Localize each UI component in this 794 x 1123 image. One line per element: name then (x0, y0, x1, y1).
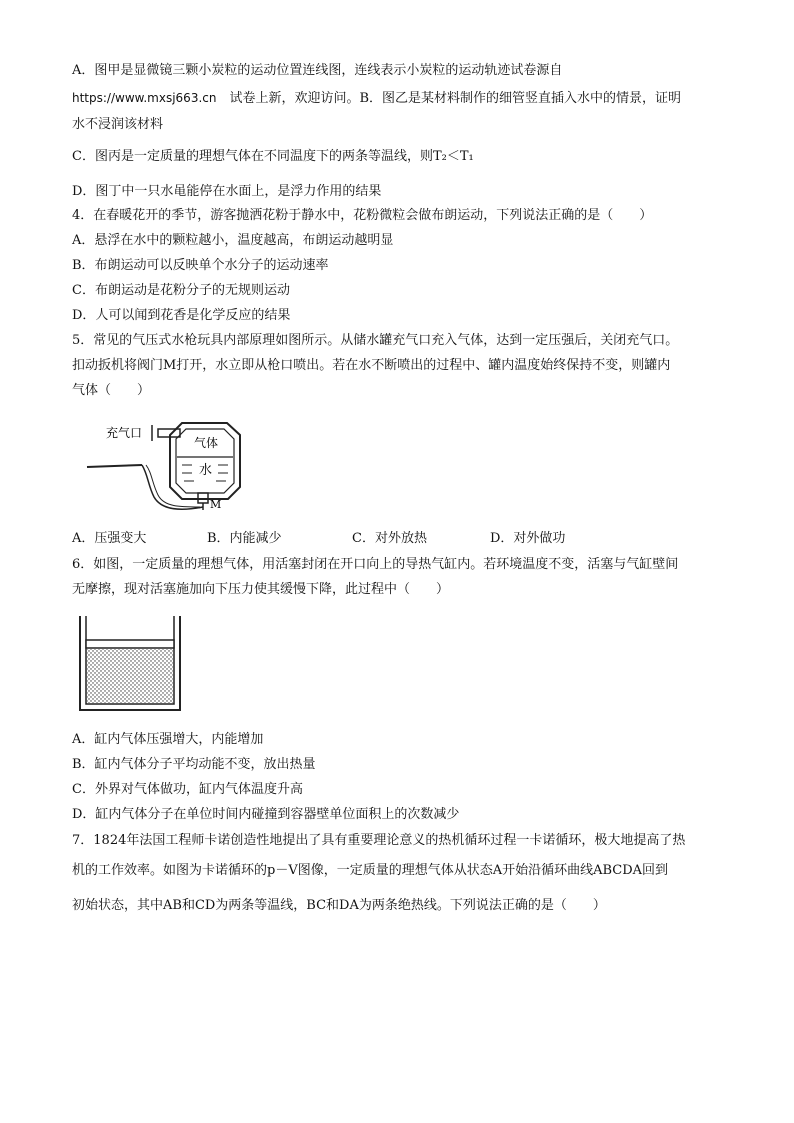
q5-option-c: C．对外放热 (352, 531, 427, 546)
q4-option-a: A．悬浮在水中的颗粒越小，温度越高，布朗运动越明显 (72, 233, 394, 248)
valve-label: M (210, 498, 222, 511)
q3-option-a-line2 (72, 89, 681, 108)
q6-option-b: B．缸内气体分子平均动能不变，放出热量 (72, 757, 316, 772)
q4-option-d: D．人可以闻到花香是化学反应的结果 (72, 308, 291, 323)
q4-option-c: C．布朗运动是花粉分子的无规则运动 (72, 283, 290, 298)
q6-option-a: A．缸内气体压强增大，内能增加 (72, 732, 264, 747)
q7-stem-line2: 机的工作效率。如图为卡诺循环的p－V图像，一定质量的理想气体从状态A开始沿循环曲线ABCDA回到 (72, 863, 669, 878)
q5-stem-line2: 扣动扳机将阀门M打开，水立即从枪口喷出。若在水不断喷出的过程中、罐内温度始终保持不变，则罐内 (72, 358, 671, 373)
q6-stem-line2: 无摩擦，现对活塞施加向下压力使其缓慢下降，此过程中（ ） (72, 582, 450, 597)
q3-option-b-line2: 水不浸润该材料 (72, 117, 164, 132)
q5-option-d: D．对外做功 (490, 531, 566, 546)
q5-stem-line3: 气体（ ） (72, 383, 151, 398)
cylinder-figure (76, 614, 186, 714)
water-gun-figure (82, 415, 252, 520)
water-label: 水 (199, 463, 213, 478)
q6-option-d: D．缸内气体分子在单位时间内碰撞到容器壁单位面积上的次数减少 (72, 807, 460, 822)
q3-option-a-line1: A．图甲是显微镜三颗小炭粒的运动位置连线图，连线表示小炭粒的运动轨迹试卷源自 (72, 63, 563, 78)
q7-stem-line1: 7．1824年法国工程师卡诺创造性地提出了具有重要理论意义的热机循环过程一卡诺循环，极大地提高了热 (72, 833, 686, 848)
gas-label: 气体 (194, 436, 219, 450)
q6-stem-line1: 6．如图，一定质量的理想气体，用活塞封闭在开口向上的导热气缸内。若环境温度不变，活塞与气缸壁间 (72, 557, 679, 572)
inlet-label: 充气口 (106, 426, 143, 440)
q7-stem-line3: 初始状态，其中AB和CD为两条等温线，BC和DA为两条绝热线。下列说法正确的是（ ） (72, 898, 606, 913)
q6-option-c: C．外界对气体做功，缸内气体温度升高 (72, 782, 303, 797)
source-url: https://www.mxsj663.cn (72, 91, 217, 105)
q5-option-a: A．压强变大 (72, 531, 147, 546)
q5-option-b: B．内能减少 (207, 531, 282, 546)
q4-stem: 4．在春暖花开的季节，游客抛洒花粉于静水中，花粉微粒会做布朗运动，下列说法正确的是（ ） (72, 208, 653, 223)
q3-option-d: D．图丁中一只水黾能停在水面上，是浮力作用的结果 (72, 184, 382, 199)
q3-option-b-text: 试卷上新，欢迎访问。B．图乙是某材料制作的细管竖直插入水中的情景，证明 (216, 91, 682, 106)
q5-options (72, 530, 712, 548)
q4-option-b: B．布朗运动可以反映单个水分子的运动速率 (72, 258, 329, 273)
q3-option-c: C．图丙是一定质量的理想气体在不同温度下的两条等温线，则T₂＜T₁ (72, 149, 474, 164)
q5-stem-line1: 5．常见的气压式水枪玩具内部原理如图所示。从储水罐充气口充入气体，达到一定压强后，关闭充气口。 (72, 333, 679, 348)
